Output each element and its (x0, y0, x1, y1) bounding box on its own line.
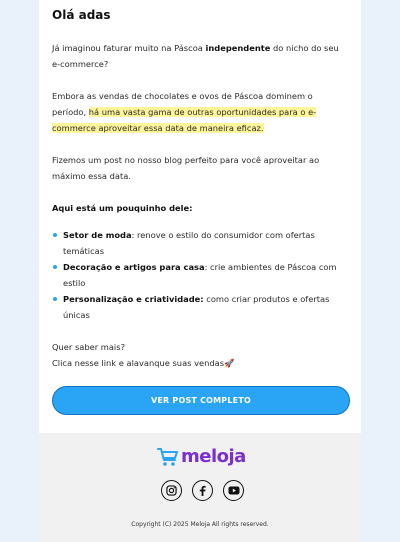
tip-title: Decoração e artigos para casa (63, 262, 205, 272)
intro-text-end: do nicho do seu e-commerce? (52, 43, 339, 69)
facebook-icon[interactable] (192, 480, 213, 501)
question-text: Quer saber mais? (52, 342, 125, 352)
opportunities-paragraph (52, 88, 348, 136)
highlighted-text: há uma vasta gama de outras oportunidades para o e-commerce aproveitar essa data de maneira eficaz. (52, 107, 317, 133)
tip-text: : crie ambientes de Páscoa com estilo (63, 262, 337, 288)
opportunities-text: Embora as vendas de chocolates e ovos de Páscoa dominem o período, (52, 91, 313, 117)
tips-list (52, 227, 348, 323)
meloja-logo[interactable] (157, 447, 246, 467)
list-item (52, 227, 348, 259)
instagram-icon[interactable] (161, 480, 182, 501)
email-body (39, 0, 361, 466)
youtube-icon[interactable] (223, 480, 244, 501)
social-links (161, 480, 244, 501)
cart-icon (157, 447, 179, 467)
view-post-button[interactable]: VER POST COMPLETO (52, 386, 350, 415)
tip-text: : renove o estilo do consumidor com ofertas temáticas (63, 230, 315, 256)
list-item (52, 259, 348, 291)
tips-subtitle: Aqui está um pouquinho dele: (52, 203, 193, 213)
intro-bold: independente (205, 43, 271, 53)
tip-title: Setor de moda (63, 230, 132, 240)
cta-line: Clica nesse link e alavanque suas vendas🚀 (52, 358, 235, 368)
tip-text: como criar produtos e ofertas únicas (63, 294, 330, 320)
blog-post-paragraph: Fizemos um post no nosso blog perfeito para você aproveitar ao máximo essa data. (52, 155, 320, 181)
intro-paragraph (52, 40, 348, 72)
intro-text: Já imaginou faturar muito na Páscoa (52, 43, 206, 53)
cta-wrapper (52, 386, 348, 415)
copyright-text: Copyright (C) 2025 Meloja All rights reserved. (131, 521, 269, 528)
greeting-heading: Olá adas (52, 8, 111, 22)
email-card (39, 0, 361, 542)
tip-title: Personalização e criatividade: (63, 294, 204, 304)
list-item (52, 291, 348, 323)
email-footer (39, 433, 361, 542)
logo-text: meloja (181, 446, 246, 467)
